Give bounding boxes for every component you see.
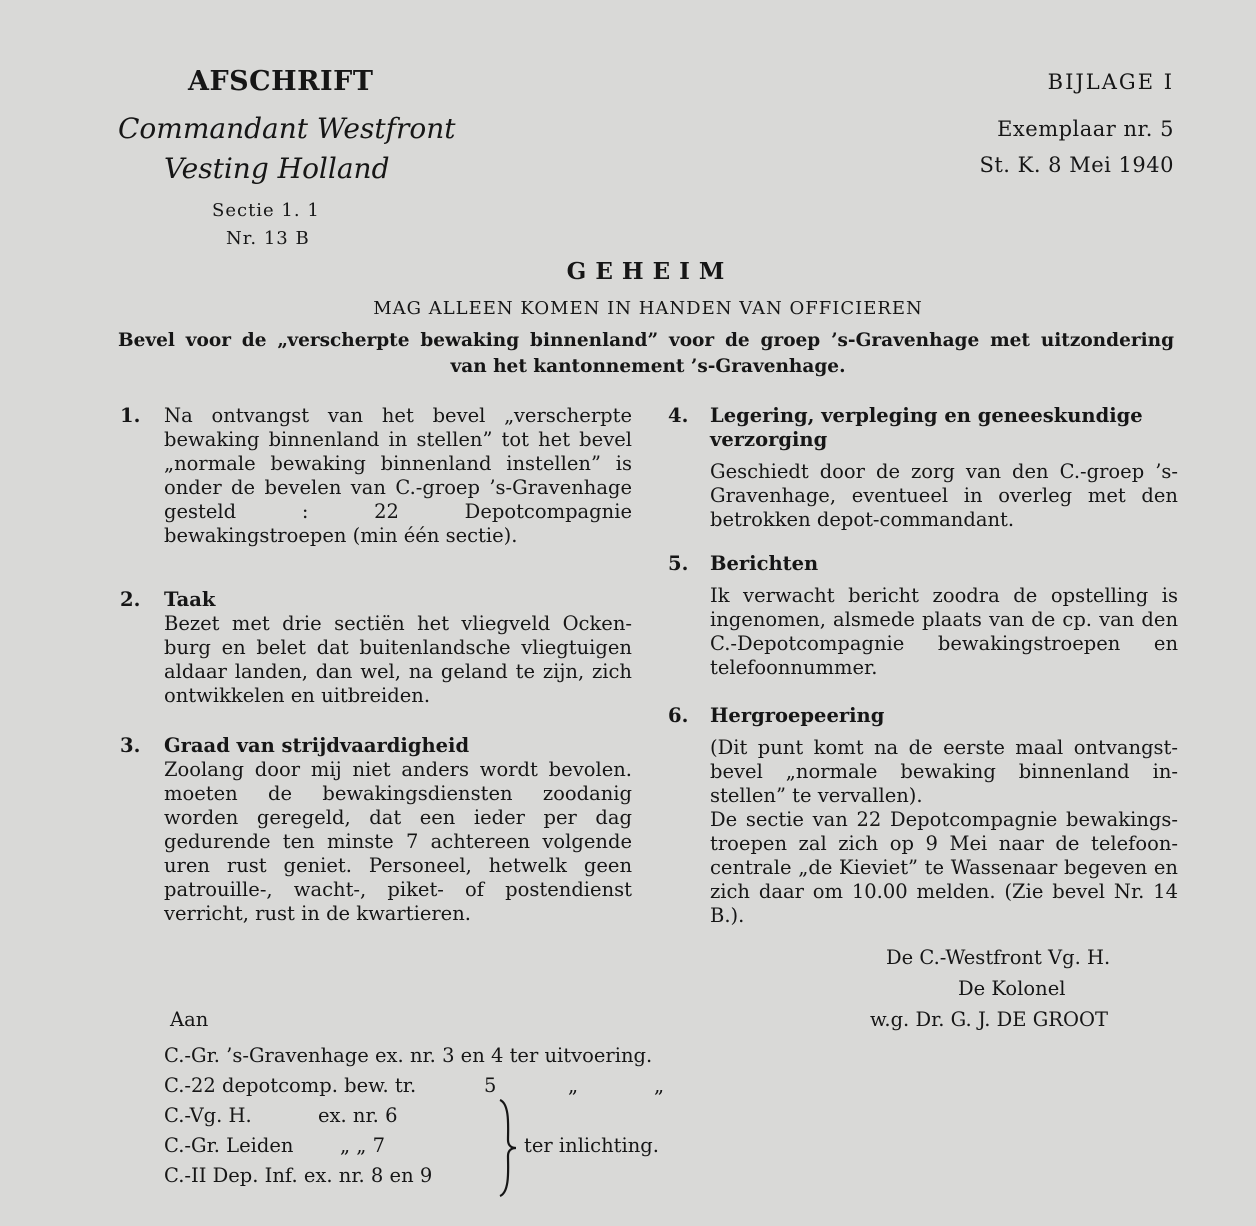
distribution-row: C.-22 depotcomp. bew. tr. (164, 1074, 417, 1097)
item-6-body-order: De sectie van 22 Depotcompagnie bewakingstroepen zal zich op 9 Mei naar de telefooncentrale „de Kieviet” te Wassenaar begeven en zich daar om 10.00 melden. (Zie bevel Nr. 14 B.). (710, 808, 1178, 927)
section-number: Sectie 1. 1 (212, 200, 320, 221)
date-line: St. K. 8 Mei 1940 (979, 153, 1174, 177)
classification-title: GEHEIM (566, 258, 734, 285)
copy-label: AFSCHRIFT (188, 66, 374, 97)
subject-line-1: Bevel voor de „verscherpte bewaking binnenland” voor de groep ’s-Gravenhage met uitzondering (118, 330, 1174, 351)
signature-rank: De Kolonel (958, 977, 1066, 1000)
item-number: 6. (668, 704, 689, 727)
item-4-heading: Legering, verpleging en geneeskundige verzorging (710, 404, 1143, 451)
order-number: Nr. 13 B (226, 228, 310, 249)
copy-number: Exemplaar nr. 5 (997, 117, 1174, 141)
subject-line-2: van het kantonnement ’s-Gravenhage. (450, 356, 846, 377)
item-2 (164, 588, 632, 708)
brace-icon (494, 1098, 520, 1198)
item-5 (710, 552, 1178, 680)
item-2-heading: Taak (164, 588, 216, 611)
item-1 (164, 404, 632, 548)
distribution-copy: „ „ 7 (340, 1134, 386, 1157)
signature-name: w.g. Dr. G. J. DE GROOT (870, 1008, 1108, 1031)
item-3-body: Zoolang door mij niet anders wordt bevolen. moeten de bewakingsdiensten zoodanig worden geregeld, dat een ieder per dag gedurende ten minste 7 achtereen volgende uren rust geniet. Personeel, hetwelk geen patrouille-, wacht-, piket- of postendienst verricht, rust in de kwartieren. (164, 758, 632, 925)
item-2-body: Bezet met drie sectiën het vliegveld Ockenburg en belet dat buitenlandsche vliegtuigen aldaar landen, dan wel, na geland te zijn, zich ontwikkelen en uitbreiden. (164, 612, 632, 707)
item-1-body: Na ontvangst van het bevel „verscherpte bewaking binnenland in stellen” tot het bevel „normale bewaking binnenland instellen” is onder de bevelen van C.-groep ’s-Gravenhage gesteld : 22 Depotcompagnie bewakingstroepen (min één sectie). (164, 404, 632, 547)
item-number: 5. (668, 552, 689, 575)
item-4 (710, 404, 1178, 532)
item-number: 1. (120, 404, 141, 427)
item-3-heading: Graad van strijdvaardigheid (164, 734, 470, 757)
distribution-row: C.-Gr. ’s-Gravenhage ex. nr. 3 en 4 ter uitvoering. (164, 1044, 653, 1067)
distribution-row: C.-Gr. Leiden (164, 1134, 294, 1157)
item-6-body-note: (Dit punt komt na de eerste maal ontvangstbevel „normale bewaking binnenland instellen” te vervallen). (710, 736, 1178, 807)
issuer-line-2: Vesting Holland (164, 152, 390, 185)
annex-label: BIJLAGE I (1047, 70, 1174, 94)
item-6 (710, 704, 1178, 928)
distribution-label: Aan (170, 1008, 209, 1031)
item-number: 4. (668, 404, 689, 427)
distribution-row: C.-Vg. H. (164, 1104, 252, 1127)
info-label: ter inlichting. (524, 1134, 659, 1157)
classification-restriction: MAG ALLEEN KOMEN IN HANDEN VAN OFFICIEREN (373, 298, 923, 319)
distribution-copy: ex. nr. 6 (318, 1104, 398, 1127)
item-4-body: Geschiedt door de zorg van den C.-groep ’s-Gravenhage, eventueel in overleg met den betrokken depot-commandant. (710, 460, 1178, 531)
item-6-heading: Hergroepeering (710, 704, 885, 727)
ditto-mark: „ (568, 1074, 579, 1097)
distribution-row: C.-II Dep. Inf. ex. nr. 8 en 9 (164, 1164, 433, 1187)
issuer-line-1: Commandant Westfront (118, 112, 456, 145)
signature-title: De C.-Westfront Vg. H. (886, 946, 1111, 969)
ditto-mark: „ (654, 1074, 665, 1097)
distribution-copy: 5 (484, 1074, 497, 1097)
item-3 (164, 734, 632, 926)
item-number: 2. (120, 588, 141, 611)
item-5-body: Ik verwacht bericht zoodra de opstelling is ingenomen, alsmede plaats van de cp. van den C.-Depotcompagnie bewakingstroepen en telefoonnummer. (710, 584, 1178, 679)
item-number: 3. (120, 734, 141, 757)
item-5-heading: Berichten (710, 552, 819, 575)
